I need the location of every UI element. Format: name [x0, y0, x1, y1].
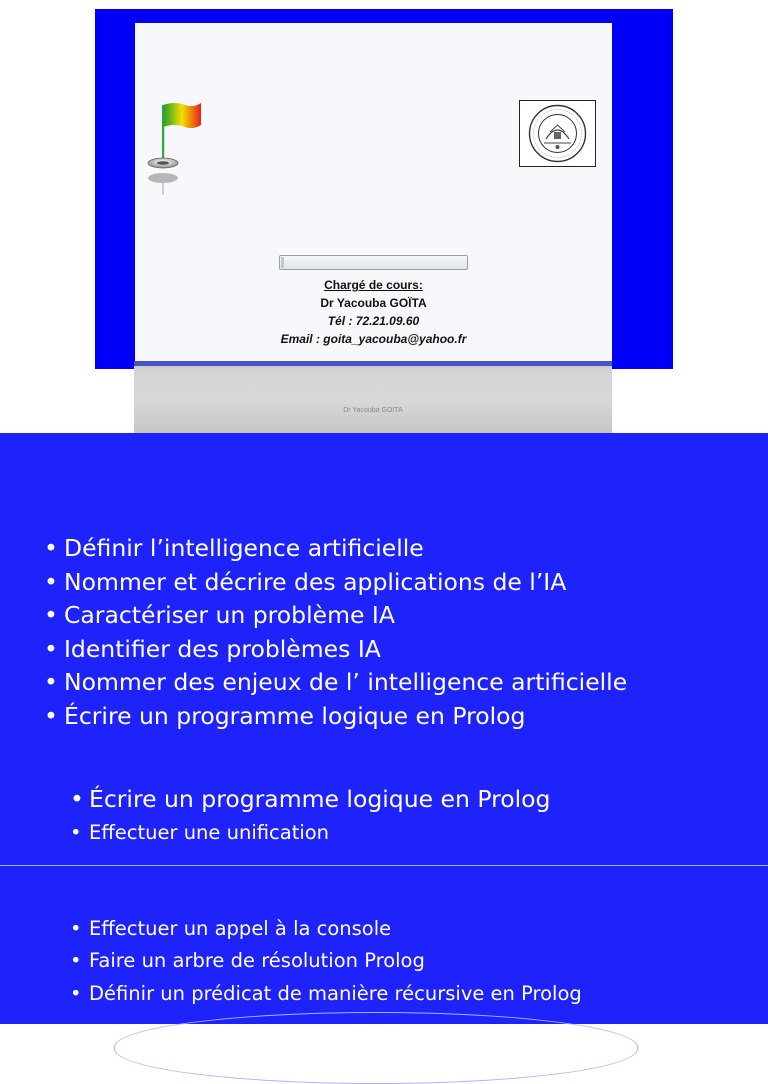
objective-text: Effectuer un appel à la console — [89, 917, 392, 940]
footer-text: Dr Yacouba GOITA — [343, 407, 403, 414]
objective-text: Définir l’intelligence artificielle — [64, 534, 424, 562]
bullet-icon: • — [44, 567, 58, 596]
list-item — [70, 945, 582, 977]
objective-text: Identifier des problèmes IA — [64, 634, 381, 663]
credits-heading: Chargé de cours: — [324, 278, 423, 292]
objective-text: Faire un arbre de résolution Prolog — [89, 949, 425, 973]
objective-text: Écrire un programme logique en Prolog — [64, 701, 526, 730]
list-item — [44, 599, 627, 633]
list-item — [70, 913, 582, 945]
objective-text: Nommer des enjeux de l’ intelligence artificielle — [64, 668, 628, 697]
slide-content — [135, 23, 612, 362]
title-slide — [0, 0, 768, 433]
lecturer-name: Dr Yacouba GOÏTA — [320, 296, 427, 310]
loading-bar-fill — [281, 257, 284, 268]
list-item — [70, 978, 582, 1010]
bullet-icon: • — [44, 634, 58, 663]
list-item — [44, 633, 627, 667]
prolog-objectives-list-2 — [70, 913, 582, 1010]
lecturer-credits — [135, 276, 612, 348]
list-item — [44, 532, 627, 566]
bullet-icon: • — [70, 785, 84, 813]
slide-frame — [95, 9, 673, 369]
objectives-slide — [0, 433, 768, 865]
lecturer-phone: Tél : 72.21.09.60 — [327, 314, 420, 328]
decorative-oval — [114, 1012, 638, 1084]
mali-seal-icon — [519, 100, 596, 167]
objectives-list — [44, 532, 627, 734]
list-item — [70, 782, 550, 816]
bullet-icon: • — [44, 701, 58, 730]
objective-text: Nommer et décrire des applications de l’IA — [64, 567, 567, 596]
objective-text: Écrire un programme logique en Prolog — [89, 785, 551, 813]
objective-text: Effectuer une unification — [89, 821, 330, 844]
objectives-slide-continued — [0, 866, 768, 1024]
slide-footer — [134, 361, 612, 433]
bullet-icon: • — [70, 917, 82, 940]
loading-bar — [279, 255, 468, 270]
bullet-icon: • — [70, 981, 82, 1005]
prolog-objectives-list — [70, 782, 550, 850]
objective-text: Définir un prédicat de manière récursive en Prolog — [89, 981, 582, 1005]
list-item — [44, 666, 627, 700]
list-item — [44, 566, 627, 600]
list-item — [70, 816, 550, 850]
bullet-icon: • — [70, 949, 82, 973]
bullet-icon: • — [44, 601, 58, 630]
objective-text: Caractériser un problème IA — [64, 601, 395, 630]
bullet-icon: • — [44, 534, 58, 562]
bullet-icon: • — [70, 821, 82, 844]
flag-icon — [147, 101, 207, 201]
list-item — [44, 700, 627, 734]
lecturer-email: Email : goita_yacouba@yahoo.fr — [280, 332, 467, 346]
bullet-icon: • — [44, 668, 58, 697]
